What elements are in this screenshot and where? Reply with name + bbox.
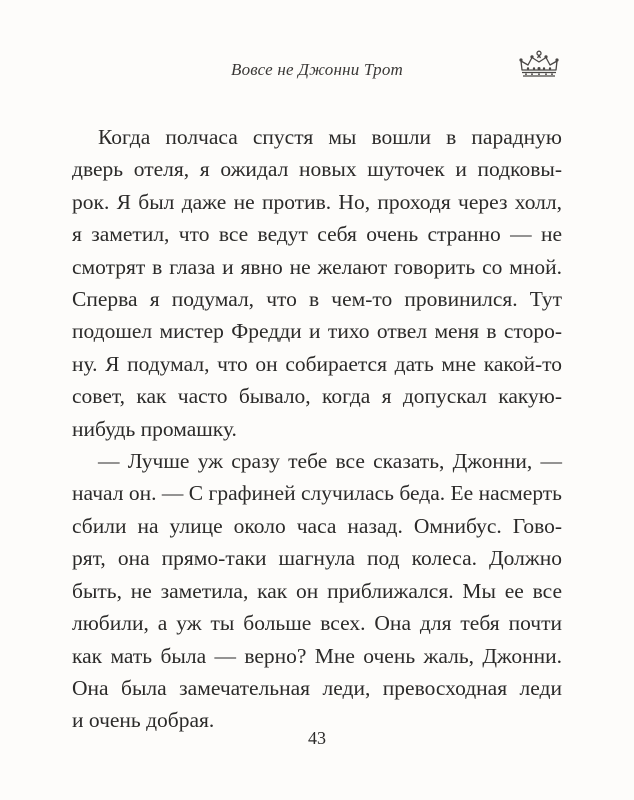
paragraph-2 (72, 445, 562, 737)
text-line: Когда полчаса спустя мы вошли в парадную (98, 125, 562, 149)
text-line: смотрят в глаза и явно не желают говорить со мной. (72, 254, 562, 279)
text-line: рок. Я был даже не против. Но, проходя через холл, (72, 189, 562, 214)
text-line: ну. Я подумал, что он собирается дать мне какой-то (72, 351, 562, 376)
text-line: подошел мистер Фредди и тихо отвел меня в сторо- (72, 319, 562, 344)
crown-icon (518, 50, 560, 80)
text-line: сбили на улице около часа назад. Омнибус. Гово- (72, 513, 562, 538)
text-line: — Лучше уж сразу тебе все сказать, Джонни, — (98, 449, 562, 474)
text-line: Сперва я подумал, что в чем-то провинился. Тут (72, 287, 562, 312)
text-line: я заметил, что все ведут себя очень странно — не (72, 222, 562, 247)
text-line: и очень добрая. (72, 708, 215, 733)
text-line: Она была замечательная леди, превосходная леди (72, 675, 562, 700)
text-line: нибудь промашку. (72, 416, 237, 441)
text-line: дверь отеля, я ожидал новых шуточек и подковы- (72, 157, 562, 182)
text-line: рят, она прямо-таки шагнула под колеса. Должно (72, 546, 562, 571)
text-line: совет, как часто бывало, когда я допускал какую- (72, 384, 562, 409)
running-head: Вовсе не Джонни Трот (230, 60, 404, 79)
text-line: любили, а уж ты больше всех. Она для тебя почти (72, 611, 562, 636)
body-text (72, 121, 562, 737)
text-line: быть, не заметила, как он приближался. Мы ее все (72, 578, 562, 603)
page-number: 43 (308, 728, 326, 748)
text-line: как мать была — верно? Мне очень жаль, Джонни. (72, 643, 562, 668)
paragraph-1 (72, 121, 562, 445)
text-line: начал он. — С графиней случилась беда. Ее насмерть (72, 481, 562, 506)
